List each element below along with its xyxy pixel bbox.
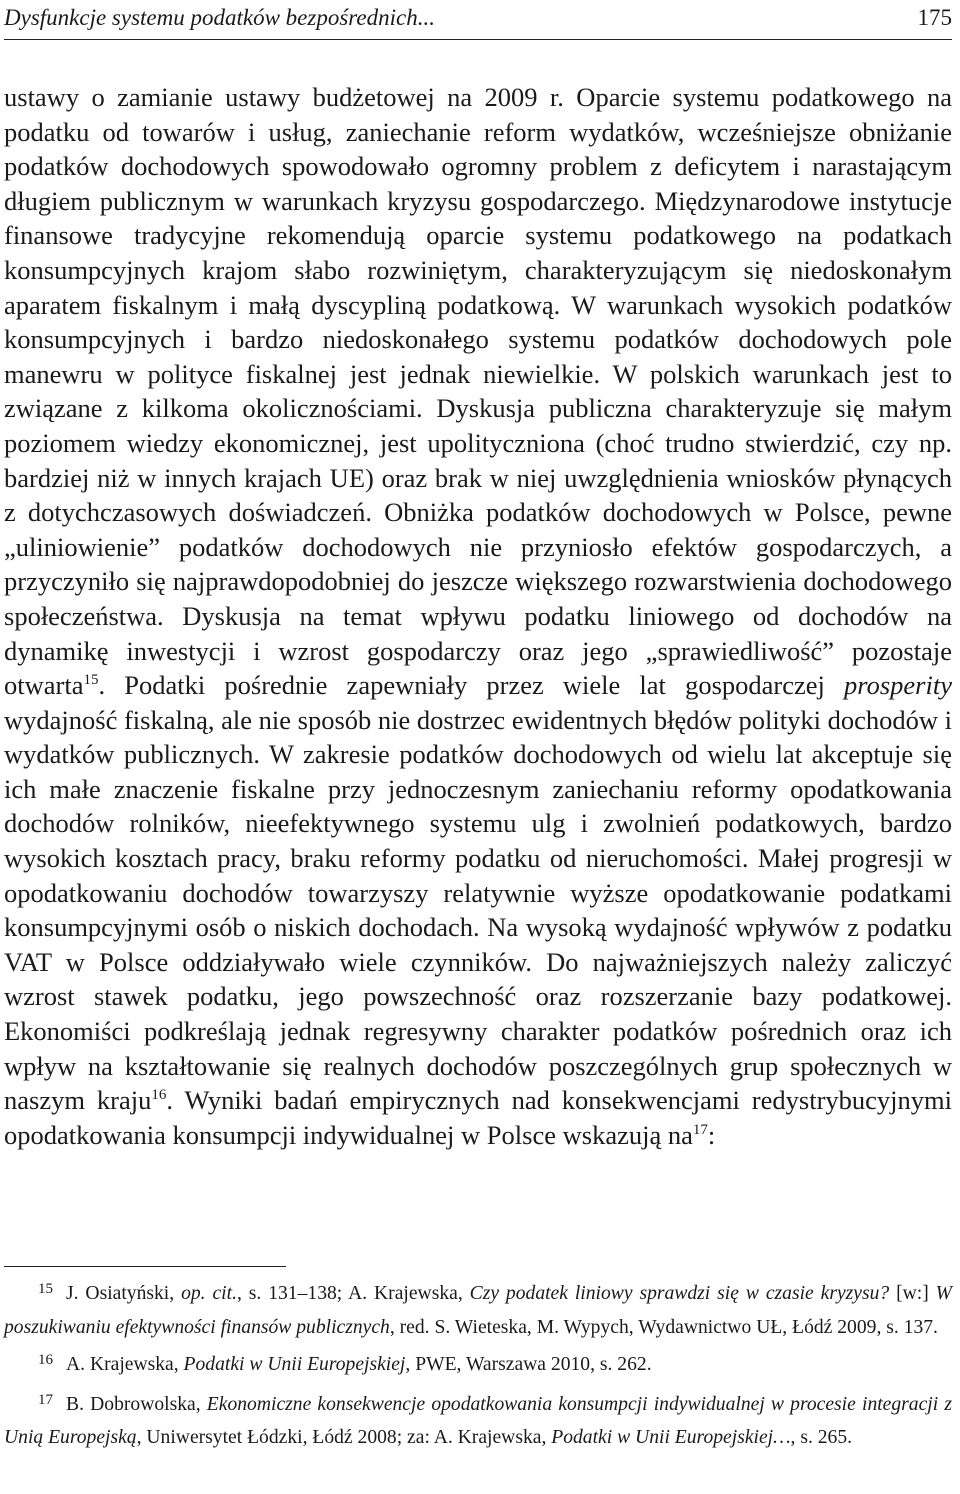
footnote-text: A. Krajewska, <box>66 1354 184 1376</box>
running-header-title: Dysfunkcje systemu podatków bezpośrednich... <box>4 5 435 30</box>
footnote-text: , red. S. Wieteska, M. Wypych, Wydawnictwo UŁ, Łódź 2009, s. 137. <box>389 1316 938 1338</box>
footnote-italic: W poszukiwaniu efektywności finansów publicznych <box>4 1283 952 1338</box>
footnote-italic: Ekonomiczne konsekwencje opodatkowania konsumpcji indywidualnej w procesie integracji z Unią Europejską <box>4 1393 952 1449</box>
body-text-part-4: : <box>707 1119 716 1150</box>
footnote-ref-17[interactable]: 17 <box>692 1121 708 1138</box>
body-text-italic-term: prosperity <box>844 670 952 701</box>
footnote-number: 17 <box>38 1391 53 1408</box>
footnote-text: [w:] <box>889 1283 936 1304</box>
footnote-17 <box>4 1389 952 1454</box>
footnote-text: , s. 265. <box>790 1427 853 1449</box>
body-text <box>4 80 952 1152</box>
body-text-part-3: . Wyniki badań empirycznych nad konsekwencjami redystrybucyjnymi opodatkowania konsumpcji indywidualnej w Polsce wskazują na <box>4 1085 952 1150</box>
body-text-part-2b: wydajność fiskalną, ale nie sposób nie dostrzec ewidentnych błędów polityki dochodów i wydatków publicznych. W zakresie podatków dochodowych od wielu lat akceptuje się ich małe znaczenie fiskalne przy jednoczesnym zaniechaniu reformy opodatkowania dochodów rolników, nieefektywnego systemu ulg i zwolnień podatkowych, bardzo wysokich kosztach pracy, braku reformy podatku od nieruchomości. Małej progresji w opodatkowaniu dochodów towarzyszy relatywnie wyższe opodatkowanie podatkami konsumpcyjnymi osób o niskich dochodach. Na wysoką wydajność wpływów z podatku VAT w Polsce oddziaływało wiele czynników. Do najważniejszych należy zaliczyć wzrost stawek podatku, jego powszechność oraz rozszerzanie bazy podatkowej. Ekonomiści podkreślają jednak regresywny charakter podatków pośrednich oraz ich wpływ na kształtowanie się realnych dochodów poszczególnych grup społecznych w naszym kraju <box>4 704 952 1116</box>
footnote-16 <box>4 1349 952 1383</box>
footnote-text: , s. 131–138; A. Krajewska, <box>236 1283 470 1304</box>
footnote-number: 15 <box>38 1281 53 1297</box>
footnote-italic: op. cit. <box>181 1283 237 1304</box>
body-text-part-1: ustawy o zamianie ustawy budżetowej na 2009 r. Oparcie systemu podatkowego na podatku od towarów i usług, zaniechanie reform wydatków, wcześniejsze obniżanie podatków dochodowych spowodowało ogromny problem z deficytem i narastającym długiem publicznym w warunkach kryzysu gospodarczego. Międzynarodowe instytucje finansowe tradycyjne rekomendują oparcie systemu podatkowego na podatkach konsumpcyjnych krajom słabo rozwiniętym, charakteryzującym się niedoskonałym aparatem fiskalnym i małą dyscypliną podatkową. W warunkach wysokich podatków konsumpcyjnych i bardzo niedoskonałego systemu podatków dochodowych pole manewru w polityce fiskalnej jest jednak niewielkie. W polskich warunkach jest to związane z kilkoma okolicznościami. Dyskusja publiczna charakteryzuje się małym poziomem wiedzy ekonomicznej, jest upolityczniona (choć trudno stwierdzić, czy np. bardziej niż w innych krajach UE) oraz brak w niej uwzględnienia wniosków płynących z dotychczasowych doświadczeń. Obniżka podatków dochodowych w Polsce, pewne „uliniowienie” podatków dochodowych nie przyniosło efektów gospodarczych, a przyczyniło się najprawdopodobniej do jeszcze większego rozwarstwienia dochodowego społeczeństwa. Dyskusja na temat wpływu podatku liniowego od dochodów na dynamikę inwestycji i wzrost gospodarczy oraz jego „sprawiedliwość” pozostaje otwarta <box>4 82 952 701</box>
body-text-part-2a: . Podatki pośrednie zapewniały przez wiele lat gospodarczej <box>98 670 845 701</box>
footnote-text: B. Dobrowolska, <box>66 1393 207 1415</box>
footnote-15 <box>4 1278 952 1343</box>
footnote-text: , PWE, Warszawa 2010, s. 262. <box>405 1354 652 1376</box>
footnote-text: J. Osiatyński, <box>66 1283 182 1304</box>
footnote-text: , Uniwersytet Łódzki, Łódź 2008; za: A. Krajewska, <box>136 1427 552 1449</box>
footnote-italic: Czy podatek liniowy sprawdzi się w czasie kryzysu? <box>469 1283 890 1304</box>
footnote-number: 16 <box>38 1352 53 1369</box>
footnote-italic: Podatki w Unii Europejskiej <box>183 1354 406 1376</box>
body-paragraph <box>4 80 952 1152</box>
footnote-ref-15[interactable]: 15 <box>83 672 99 689</box>
header-rule <box>4 39 952 40</box>
footnotes <box>4 1278 952 1460</box>
running-header <box>4 2 952 34</box>
footnote-rule <box>4 1266 286 1267</box>
footnote-ref-16[interactable]: 16 <box>151 1087 167 1104</box>
footnote-italic: Podatki w Unii Europejskiej… <box>551 1427 791 1449</box>
page-number: 175 <box>917 5 952 30</box>
